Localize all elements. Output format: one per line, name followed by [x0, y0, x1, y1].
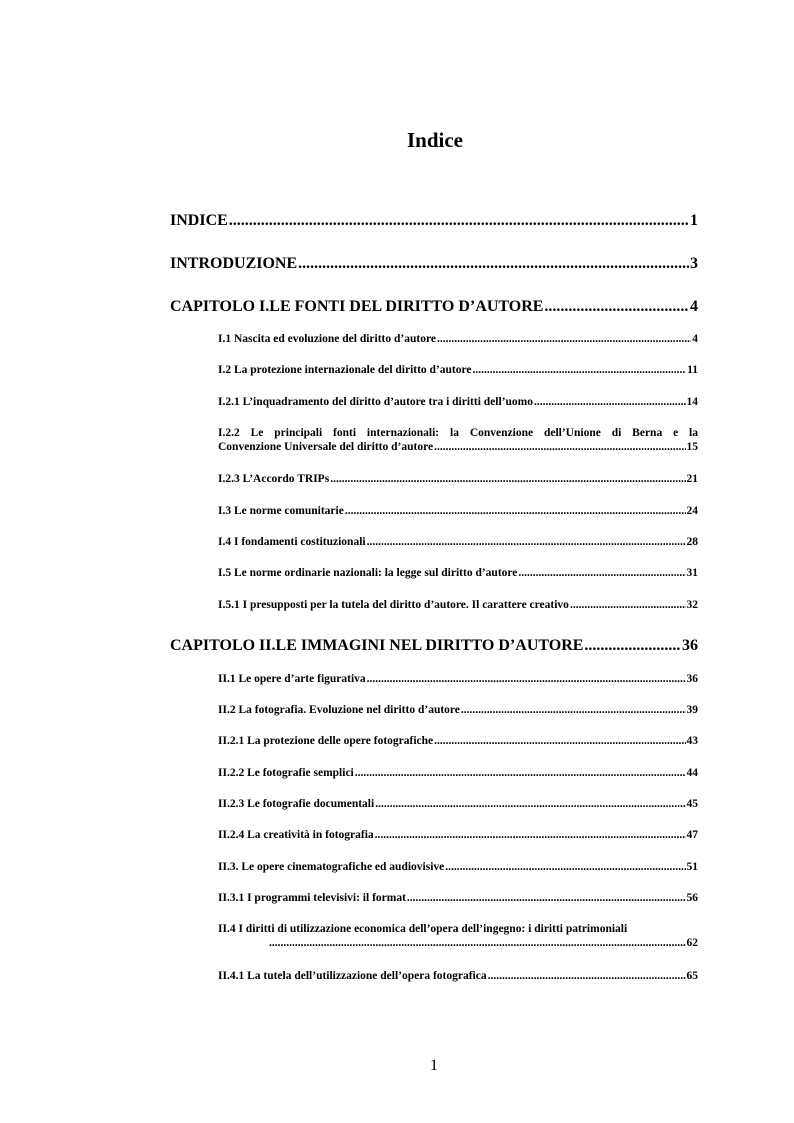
chapter-number: CAPITOLO II.	[170, 637, 276, 654]
dot-leader	[407, 892, 686, 904]
toc-entry[interactable]	[218, 505, 698, 517]
toc-entry-page: 31	[686, 567, 698, 579]
toc-entry-introduzione[interactable]	[170, 255, 698, 273]
toc-entry[interactable]	[218, 970, 698, 982]
toc-entry-label-line1: II.4 I diritti di utilizzazione economica dell’opera dell’ingegno: i diritti patrimoniali	[218, 923, 628, 935]
toc-entry-label: II.2.2 Le fotografie semplici	[218, 767, 354, 779]
toc-entry[interactable]	[218, 599, 698, 611]
toc-entry-label: I.5.1 I presupposti per la tutela del diritto d’autore. Il carattere creativo	[218, 599, 569, 611]
dot-leader	[330, 473, 685, 485]
toc-entry-label: II.2.3 Le fotografie documentali	[218, 798, 375, 810]
dot-leader	[488, 970, 686, 982]
toc-entry-page: 56	[686, 892, 698, 904]
dot-leader	[345, 505, 686, 517]
toc-entry-page: 43	[686, 735, 698, 747]
toc-entry[interactable]	[218, 923, 698, 949]
toc-entry-label: INDICE	[170, 212, 228, 229]
dot-leader	[375, 829, 686, 841]
toc-entry-label: INTRODUZIONE	[170, 255, 298, 272]
toc-entry[interactable]	[218, 892, 698, 904]
toc-entry-page: 51	[686, 861, 698, 873]
toc-entry-label: I.2 La protezione internazionale del diritto d’autore	[218, 364, 472, 376]
toc-entry-label: I.2.1 L’inquadramento del diritto d’autore tra i diritti dell’uomo	[218, 396, 533, 408]
dot-leader	[544, 298, 689, 316]
toc-entry-label: I.2.3 L’Accordo TRIPs	[218, 473, 330, 485]
dot-leader	[473, 364, 687, 376]
dot-leader	[355, 767, 686, 779]
toc-entry[interactable]	[218, 798, 698, 810]
toc-entry-page: 44	[686, 767, 698, 779]
toc-entry-label: II.2.1 La protezione delle opere fotografiche	[218, 735, 434, 747]
toc-entry-page: 21	[686, 473, 698, 485]
toc-entry-indice[interactable]	[170, 212, 698, 230]
toc-entry-page: 28	[686, 536, 698, 548]
toc-entry[interactable]	[218, 767, 698, 779]
toc-entry[interactable]	[218, 364, 698, 376]
toc-entry-label: LE FONTI DEL DIRITTO D’AUTORE	[269, 298, 544, 315]
dot-leader	[534, 396, 686, 408]
dot-leader	[298, 255, 689, 273]
toc-entry[interactable]	[218, 704, 698, 716]
toc-entry-page: 24	[686, 505, 698, 517]
page-title: Indice	[406, 128, 463, 152]
toc-entry-page: 36	[682, 637, 698, 654]
dot-leader	[437, 333, 691, 345]
toc-entry-page: 36	[686, 673, 698, 685]
toc-entry-page: 4	[692, 333, 698, 345]
toc-entry-label: II.3. Le opere cinematografiche ed audiovisive	[218, 861, 445, 873]
dot-leader	[518, 567, 685, 579]
toc-entry-line2	[218, 937, 698, 949]
toc-entry-page: 3	[690, 255, 698, 272]
toc-entry-capitolo-1[interactable]	[170, 298, 698, 316]
toc-entry-page: 65	[686, 970, 698, 982]
toc-entry-label: II.2 La fotografia. Evoluzione nel diritto d’autore	[218, 704, 460, 716]
toc-entry-label: I.4 I fondamenti costituzionali	[218, 536, 366, 548]
toc-entry-page: 32	[686, 599, 698, 611]
toc-entry-line2	[218, 441, 698, 453]
dot-leader	[570, 599, 686, 611]
toc-entry[interactable]	[218, 536, 698, 548]
toc-entry[interactable]	[218, 735, 698, 747]
toc-entry[interactable]	[218, 473, 698, 485]
toc-entry[interactable]	[218, 396, 698, 408]
toc-entry-page: 4	[690, 298, 698, 315]
toc-entry-page: 11	[687, 364, 698, 376]
toc-entry-page: 39	[686, 704, 698, 716]
toc-entry-label: II.2.4 La creatività in fotografia	[218, 829, 374, 841]
dot-leader	[434, 441, 685, 453]
toc-entry-label: I.3 Le norme comunitarie	[218, 505, 344, 517]
toc-entry[interactable]	[218, 673, 698, 685]
toc-entry-page: 15	[686, 441, 698, 453]
toc-entry-label-line2: Convenzione Universale del diritto d’autore	[218, 441, 434, 453]
dot-leader	[269, 937, 686, 949]
toc-entry[interactable]	[218, 567, 698, 579]
toc-entry-page: 45	[686, 798, 698, 810]
dot-leader	[375, 798, 685, 810]
toc-entry-label: LE IMMAGINI NEL DIRITTO D’AUTORE	[275, 637, 584, 654]
dot-leader	[229, 212, 689, 230]
chapter-number: CAPITOLO I.	[170, 298, 270, 315]
toc-entry[interactable]	[218, 333, 698, 345]
toc-entry[interactable]	[218, 829, 698, 841]
dot-leader	[445, 861, 685, 873]
toc-entry[interactable]	[218, 861, 698, 873]
page-number: 1	[430, 1057, 438, 1074]
dot-leader	[461, 704, 686, 716]
toc-entry-label: II.4.1 La tutela dell’utilizzazione dell’opera fotografica	[218, 970, 487, 982]
toc-entry-page: 1	[690, 212, 698, 229]
dot-leader	[434, 735, 685, 747]
toc-entry-page: 14	[686, 396, 698, 408]
toc-entry-capitolo-2[interactable]	[170, 637, 698, 655]
toc-entry-label-line1: I.2.2 Le principali fonti internazionali: la Convenzione dell’Unione di Berna e la	[218, 427, 698, 439]
toc-entry-label: I.1 Nascita ed evoluzione del diritto d’autore	[218, 333, 436, 345]
toc-entry[interactable]	[218, 427, 698, 453]
toc-entry-label: II.1 Le opere d’arte figurativa	[218, 673, 366, 685]
dot-leader	[367, 536, 686, 548]
toc-entry-page: 62	[686, 937, 698, 949]
dot-leader	[584, 637, 681, 655]
toc-entry-page: 47	[686, 829, 698, 841]
toc-entry-label: II.3.1 I programmi televisivi: il format	[218, 892, 406, 904]
dot-leader	[367, 673, 686, 685]
toc-entry-label: I.5 Le norme ordinarie nazionali: la legge sul diritto d’autore	[218, 567, 518, 579]
